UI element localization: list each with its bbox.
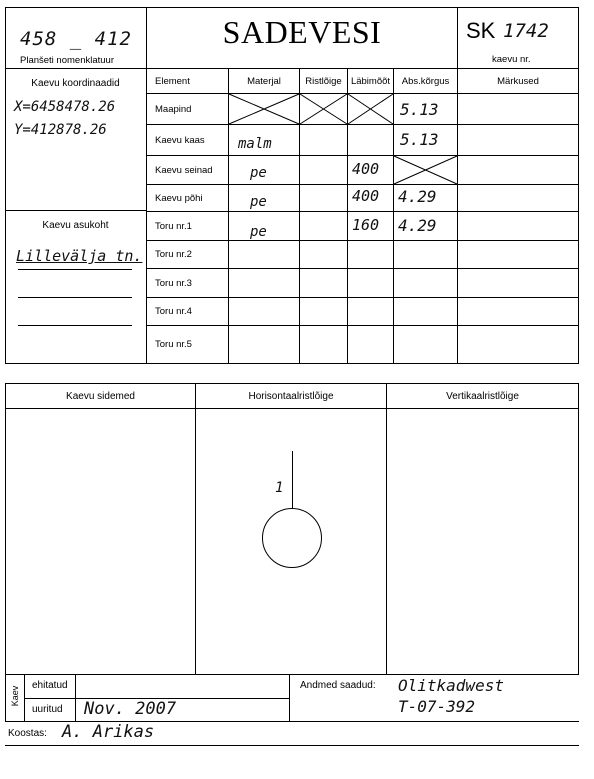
table-cell-materjal: pe	[250, 224, 267, 240]
table-cell-abs: 4.29	[398, 216, 437, 235]
coordinates-label: Kaevu koordinaadid	[31, 78, 120, 89]
table-row-element: Kaevu kaas	[155, 134, 205, 146]
author-value: A. Arikas	[62, 722, 155, 742]
section-vertical-title: Vertikaalristlõige	[446, 391, 519, 402]
column-header-labimoot: Läbimõõt	[350, 76, 391, 87]
table-row-element: Kaevu seinad	[155, 164, 213, 176]
location-label: Kaevu asukoht	[42, 220, 109, 231]
data-source-ref: T-07-392	[398, 697, 476, 716]
column-header-element: Element	[155, 76, 190, 87]
well-prefix: SK	[466, 18, 496, 43]
table-cell-abs: 4.29	[398, 187, 437, 206]
table-row-element: Toru nr.2	[155, 249, 192, 260]
section-ties-title: Kaevu sidemed	[66, 391, 135, 402]
table-row-element: Toru nr.3	[155, 277, 192, 289]
section-horizontal-title: Horisontaalristlõige	[248, 391, 334, 402]
author-label: Koostas:	[8, 728, 47, 739]
column-header-abs-korgus: Abs.kõrgus	[401, 76, 450, 87]
table-cell-labimoot: 160	[352, 216, 380, 234]
column-header-ristloige: Ristlõige	[305, 76, 342, 87]
well-number: 1742	[503, 20, 549, 42]
location-value: Lilleväljа tn.	[16, 247, 143, 265]
well-label: kaevu nr.	[492, 54, 531, 65]
data-source-value: Olitkadwest	[398, 676, 504, 695]
table-cell-materjal: malm	[238, 136, 272, 152]
table-row-element: Kaevu põhi	[155, 192, 203, 204]
sheet-label: Planšeti nomenklatuur	[20, 55, 114, 66]
coordinate-y: Y=412878.26	[14, 122, 107, 138]
table-cell-abs: 5.13	[400, 130, 439, 149]
sheet-number: 458 _ 412	[20, 28, 132, 50]
table-row-element: Toru nr.1	[155, 220, 192, 232]
pipe-label: 1	[275, 480, 284, 496]
surveyed-value: Nov. 2007	[84, 699, 177, 719]
column-header-materjal: Materjal	[247, 76, 281, 87]
column-header-markused: Märkused	[497, 76, 539, 87]
table-row-element: Toru nr.4	[155, 306, 192, 317]
table-row-element: Maapind	[155, 103, 192, 115]
built-label: ehitatud	[32, 680, 68, 691]
table-cell-abs: 5.13	[400, 100, 439, 119]
table-cell-materjal: pe	[250, 165, 267, 181]
table-cell-labimoot: 400	[352, 160, 380, 178]
data-source-label: Andmed saadud:	[300, 680, 376, 691]
table-row-element: Toru nr.5	[155, 339, 192, 350]
table-cell-labimoot: 400	[352, 187, 380, 205]
surveyed-label: uuritud	[32, 704, 63, 715]
table-cell-materjal: pe	[250, 194, 267, 210]
coordinate-x: X=6458478.26	[14, 99, 116, 115]
kaev-vertical-label: Kaev	[10, 685, 20, 707]
page-title: SADEVESI	[222, 14, 382, 50]
